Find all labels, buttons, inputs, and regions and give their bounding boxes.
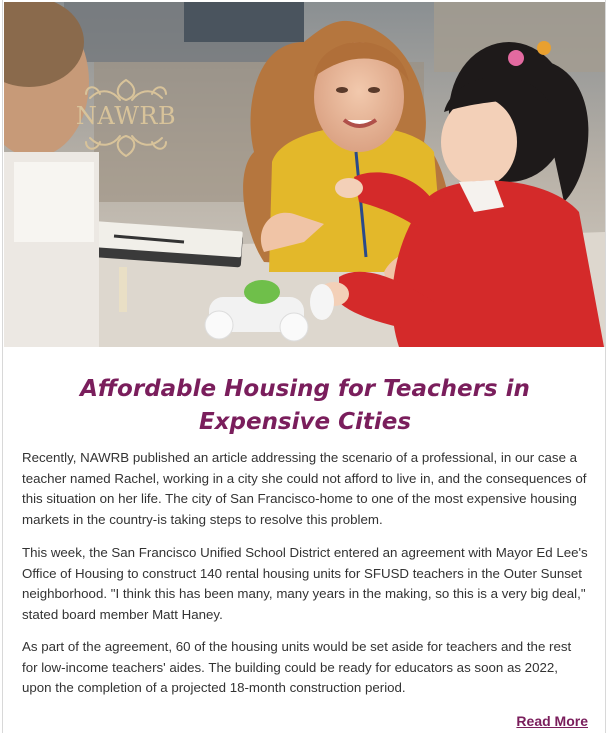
article-paragraph: This week, the San Francisco Unified School District entered an agreement with Mayor Ed Lee's Office of Housing to construct 140 rental housing units for SFUSD teachers in the Outer Sunset neighborhood. "I think this has been many, many years in the making, so this is a very big deal," stated board member Matt Haney. [22,545,588,622]
article-paragraph: Recently, NAWRB published an article addressing the scenario of a professional, in our case a teacher named Rachel, working in a city she could not afford to live in, and the consequences of this situation on her life. The city of San Francisco-home to one of the most expensive housing markets in the country-is taking steps to resolve this problem. [22,450,587,527]
nawrb-logo [70,72,182,164]
classroom-photo-illustration [4,2,605,347]
logo-text: NAWRB [75,102,177,130]
article-title: Affordable Housing for Teachers in Expensive Cities [80,376,530,436]
read-more-link[interactable]: Read More [516,713,588,729]
hero-photo [4,2,605,347]
article-paragraph: As part of the agreement, 60 of the housing units would be set aside for teachers and the rest for low-income teachers' aides. The building could be ready for educators as soon as 2022, upon the completion of a projected 18-month construction period. [22,639,572,695]
